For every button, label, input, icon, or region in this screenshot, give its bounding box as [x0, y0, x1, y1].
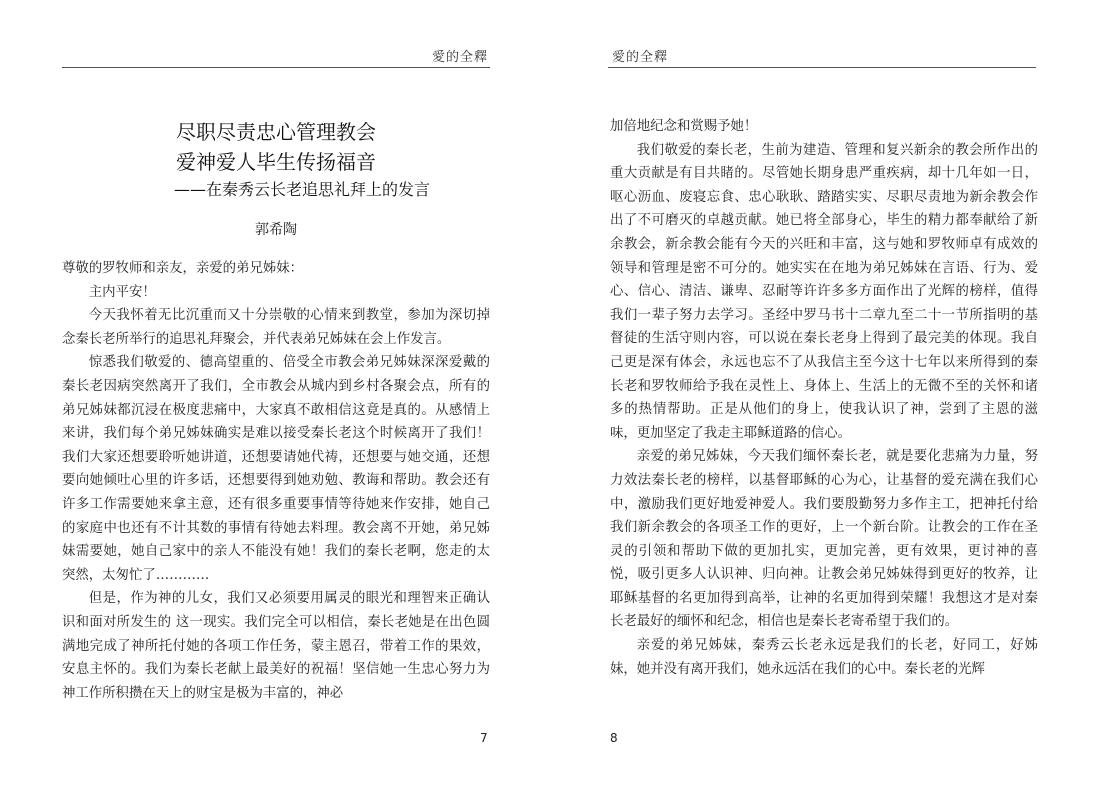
header-rule [62, 67, 490, 68]
paragraph: 加倍地纪念和赏赐予她！ [610, 119, 758, 134]
page-number: 8 [610, 731, 618, 745]
header-rule [608, 67, 1036, 68]
paragraph: 惊悉我们敬爱的、德高望重的、倍受全市教会弟兄姊妹深深爱戴的秦长老因病突然离开了我们，全市教会从城内到乡村各聚会点，所有的弟兄姊妹都沉浸在极度悲痛中，大家真不敢相信这竟是真的。从感情上来讲，我们每个弟兄姊妹确实是难以接受秦长老这个时候离开了我们！我们大家还想要聆听她讲道，还想要请她代祷，还想要与她交通，还想要向她倾吐心里的许多话，还想要得到她劝勉、教诲和帮助。教会还有许多工作需要她来拿主意，还有很多重要事情等待她来作安排，她自己的家庭中也还有不计其数的事情有待她去料理。教会离不开她，弟兄姊妹需要她，她自己家中的亲人不能没有她！我们的秦长老啊，您走的太突然，太匆忙了………… [62, 355, 490, 583]
title-line-1: 尽职尽责忠心管理教会 [176, 120, 376, 144]
paragraph: 亲爱的弟兄姊妹，今天我们缅怀秦长老，就是要化悲痛为力量，努力效法秦长老的榜样，以基督耶稣的心为心，让基督的爱充满在我们心中，激励我们更好地爱神爱人。我们要殷勤努力多作主工，把神托付给我们新余教会的各项圣工作的更好，上一个新台阶。让教会的工作在圣灵的引领和帮助下做的更加扎实，更加完善，更有效果，更讨神的喜悦，吸引更多人认识神、归向神。让教会弟兄姊妹得到更好的牧养，让耶稣基督的名更加得到高举，让神的名更加得到荣耀！我想这才是对秦长老最好的缅怀和纪念，相信也是秦长老寄希望于我们的。 [610, 449, 1038, 630]
paragraph: 我们敬爱的秦长老，生前为建造、管理和复兴新余的教会所作出的重大贡献是有目共睹的。尽管她长期身患严重疾病，却十几年如一日，呕心沥血、废寝忘食、忠心耿耿、踏踏实实、尽职尽责地为新余教会作出了不可磨灭的卓越贡献。她已将全部身心，毕生的精力都奉献给了新余教会，新余教会能有今天的兴旺和丰富，这与她和罗牧师卓有成效的领导和管理是密不可分的。她实实在在地为弟兄姊妹在言语、行为、爱心、信心、清洁、谦卑、忍耐等许许多多方面作出了光辉的榜样，值得我们一辈子努力去学习。圣经中罗马书十二章九至二十一节所指明的基督徒的生活守则内容，可以说在秦长老身上得到了最完美的体现。我自己更是深有体会，永远也忘不了从我信主至今这十七年以来所得到的秦长老和罗牧师给予我在灵性上、身体上、生活上的无微不至的关怀和诸多的热情帮助。正是从他们的身上，使我认识了神，尝到了主恩的滋味，更加坚定了我走主耶稣道路的信心。 [610, 142, 1038, 441]
paragraph: 亲爱的弟兄姊妹，秦秀云长老永远是我们的长老，好同工，好姊妹，她并没有离开我们，她永远活在我们的心中。秦长老的光辉 [610, 638, 1038, 677]
paragraph: 尊敬的罗牧师和亲友，亲爱的弟兄姊妹： [62, 261, 304, 276]
paragraph: 主内平安！ [88, 284, 156, 300]
paragraph: 今天我怀着无比沉重而又十分崇敬的心情来到教堂，参加为深切掉念秦长老所举行的追思礼拜聚会，并代表弟兄姊妹在会上作发言。 [62, 308, 490, 347]
author: 郭希陶 [255, 222, 297, 238]
subtitle: ——在秦秀云长老追思礼拜上的发言 [173, 180, 430, 199]
running-header: 愛的全釋 [431, 50, 488, 65]
paragraph: 但是，作为神的儿女，我们又必须要用属灵的眼光和理智来正确认识和面对所发生的 这一现实。我们完全可以相信，秦长老她是在出色圆满地完成了神所托付她的各项工作任务，蒙主恩召，带着工作的果效，安息主怀的。我们为秦长老献上最美好的祝福！坚信她一生忠心努力为神工作所积攒在天上的财宝是极为丰富的，神必 [62, 591, 490, 701]
title-line-2: 爱神爱人毕生传扬福音 [176, 150, 376, 174]
running-header: 愛的全釋 [612, 50, 669, 65]
body-text-right [610, 115, 1038, 681]
page-number: 7 [480, 731, 488, 745]
body-text-left [62, 257, 490, 705]
